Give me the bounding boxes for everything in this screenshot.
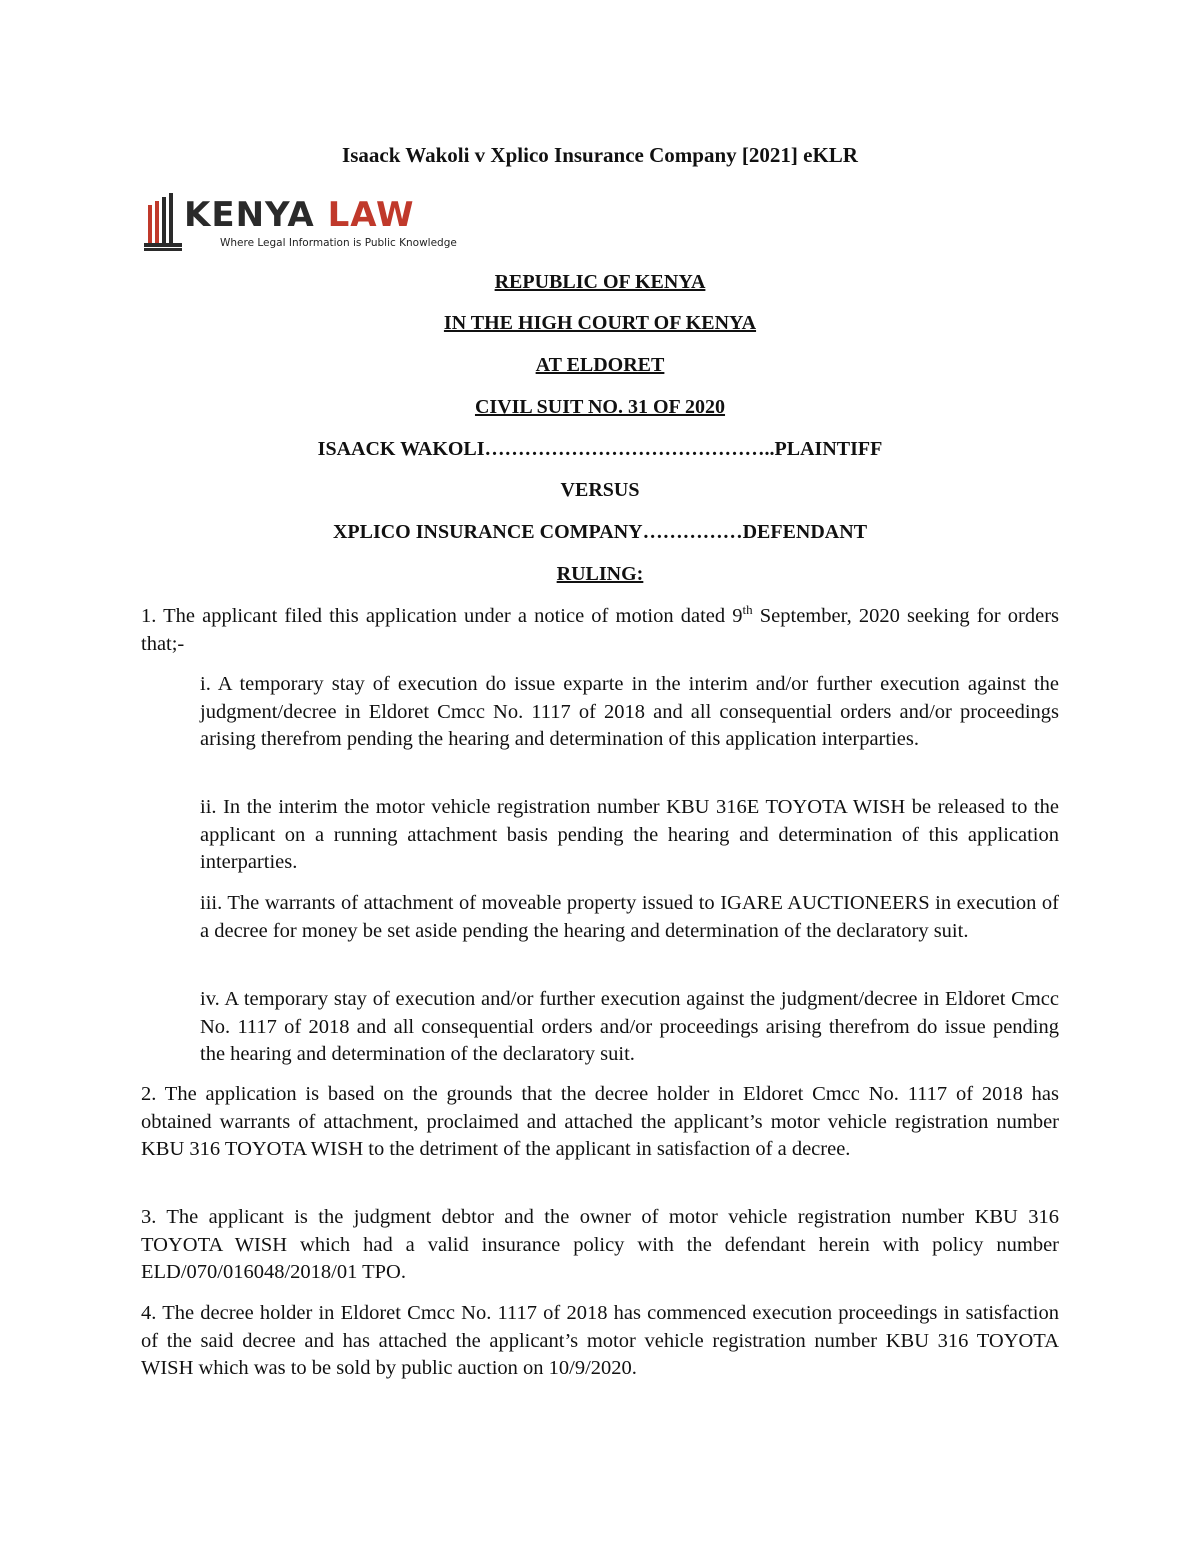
paragraph-1-text-a: 1. The applicant filed this application under a notice of motion dated 9 xyxy=(141,605,743,627)
defendant-line: XPLICO INSURANCE COMPANY……………DEFENDANT xyxy=(332,521,868,543)
suit-heading: CIVIL SUIT NO. 31 OF 2020 xyxy=(474,396,726,418)
order-i: i. A temporary stay of execution do issue exparte in the interim and/or further execution against the judgment/decree in Eldoret Cmcc No. 1117 of 2018 and all consequential orders and/or proceedings arising therefrom pending the hearing and determination of this application interparties. xyxy=(200,673,1059,750)
paragraph-1-text-b: September, 2020 seeking for orders that;- xyxy=(141,605,1059,655)
paragraph-4: 4. The decree holder in Eldoret Cmcc No. 1117 of 2018 has commenced execution proceedings in satisfaction of the said decree and has attached the applicant’s motor vehicle registration number KBU 316 TOYOTA WISH which was to be sold by public auction on 10/9/2020. xyxy=(141,1302,1059,1379)
paragraph-1 xyxy=(141,603,1059,658)
paragraph-2: 2. The application is based on the grounds that the decree holder in Eldoret Cmcc No. 1117 of 2018 has obtained warrants of attachment, proclaimed and attached the applicant’s motor vehicle registration number KBU 316 TOYOTA WISH to the detriment of the applicant in satisfaction of a decree. xyxy=(141,1083,1059,1160)
kenya-law-logo xyxy=(144,193,457,255)
logo-tagline: Where Legal Information is Public Knowledge xyxy=(220,237,457,249)
pillars-icon xyxy=(144,193,184,255)
order-ii: ii. In the interim the motor vehicle registration number KBU 316E TOYOTA WISH be released to the applicant on a running attachment basis pending the hearing and determination of this application interparties. xyxy=(200,796,1059,873)
paragraph-3: 3. The applicant is the judgment debtor and the owner of motor vehicle registration number KBU 316 TOYOTA WISH which had a valid insurance policy with the defendant herein with policy number ELD/070/016048/2018/01 TPO. xyxy=(141,1206,1059,1283)
order-iv: iv. A temporary stay of execution and/or further execution against the judgment/decree in Eldoret Cmcc No. 1117 of 2018 and all consequential orders and/or proceedings arising therefrom do issue pending the hearing and determination of the declaratory suit. xyxy=(200,988,1059,1065)
document-title: Isaack Wakoli v Xplico Insurance Company [2021] eKLR xyxy=(342,143,858,167)
location-heading: AT ELDORET xyxy=(535,354,665,376)
plaintiff-line: ISAACK WAKOLI……………………………………..PLAINTIFF xyxy=(317,438,883,460)
court-heading: IN THE HIGH COURT OF KENYA xyxy=(443,312,757,334)
order-iii: iii. The warrants of attachment of moveable property issued to IGARE AUCTIONEERS in execution of a decree for money be set aside pending the hearing and determination of the declaratory suit. xyxy=(200,892,1059,942)
republic-heading: REPUBLIC OF KENYA xyxy=(494,271,706,293)
logo-kenya-text: KENYA xyxy=(184,195,315,235)
logo-wordmark xyxy=(184,195,415,235)
versus-line: VERSUS xyxy=(560,479,640,501)
paragraph-1-superscript: th xyxy=(742,602,753,618)
ruling-heading: RULING: xyxy=(556,563,644,585)
logo-law-text: LAW xyxy=(327,195,415,235)
